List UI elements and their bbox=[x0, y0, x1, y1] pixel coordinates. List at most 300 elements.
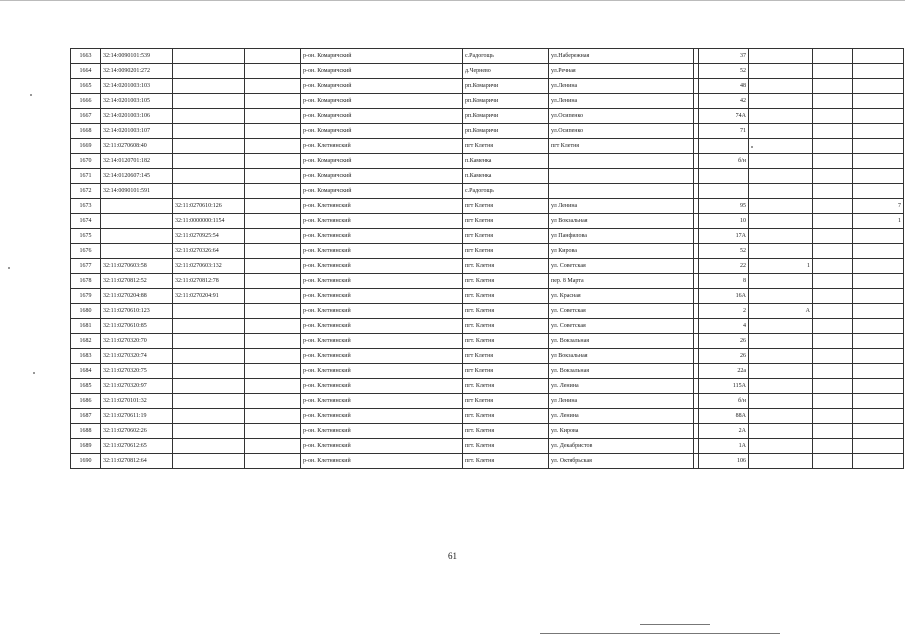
empty-cell bbox=[813, 124, 853, 139]
extra-cell: А bbox=[749, 304, 813, 319]
cadastral-number-alt-cell bbox=[173, 394, 245, 409]
locality-cell: пгт Клетня bbox=[463, 244, 549, 259]
table-row bbox=[71, 214, 904, 229]
street-cell: ул Ленина bbox=[549, 394, 694, 409]
street-cell bbox=[549, 184, 694, 199]
extra-cell bbox=[853, 184, 904, 199]
cadastral-number-cell: 32:11:0270320:70 bbox=[101, 334, 173, 349]
street-cell: ул Кирова bbox=[549, 244, 694, 259]
locality-cell: с.Радогощь bbox=[463, 184, 549, 199]
extra-cell bbox=[749, 454, 813, 469]
empty-cell bbox=[245, 94, 301, 109]
table-row bbox=[71, 124, 904, 139]
house-number-cell bbox=[699, 169, 749, 184]
district-cell: р-он. Клетнянский bbox=[301, 424, 463, 439]
cadastral-number-cell: 32:14:0120607:145 bbox=[101, 169, 173, 184]
extra-cell bbox=[749, 214, 813, 229]
table-row bbox=[71, 244, 904, 259]
row-number-cell: 1673 bbox=[71, 199, 101, 214]
row-number-cell: 1664 bbox=[71, 64, 101, 79]
street-cell: ул Вокзальная bbox=[549, 349, 694, 364]
cadastral-number-alt-cell: 32:11:0270326:64 bbox=[173, 244, 245, 259]
row-number-cell: 1682 bbox=[71, 334, 101, 349]
table-row bbox=[71, 229, 904, 244]
row-number-cell: 1690 bbox=[71, 454, 101, 469]
locality-cell: рп.Комаричи bbox=[463, 94, 549, 109]
extra-cell bbox=[853, 79, 904, 94]
empty-cell bbox=[813, 454, 853, 469]
extra-cell bbox=[749, 274, 813, 289]
cadastral-number-alt-cell: 32:11:0270812:78 bbox=[173, 274, 245, 289]
row-number-cell: 1668 bbox=[71, 124, 101, 139]
street-cell bbox=[549, 154, 694, 169]
locality-cell: пгт Клетня bbox=[463, 199, 549, 214]
house-number-cell: 26 bbox=[699, 334, 749, 349]
extra-cell bbox=[749, 424, 813, 439]
cadastral-number-cell: 32:14:0201003:107 bbox=[101, 124, 173, 139]
extra-cell bbox=[853, 424, 904, 439]
row-number-cell: 1689 bbox=[71, 439, 101, 454]
extra-cell bbox=[853, 289, 904, 304]
row-number-cell: 1663 bbox=[71, 49, 101, 64]
cadastral-number-cell bbox=[101, 229, 173, 244]
row-number-cell: 1681 bbox=[71, 319, 101, 334]
empty-cell bbox=[245, 139, 301, 154]
register-table bbox=[70, 48, 904, 469]
register-table-body bbox=[71, 49, 904, 469]
house-number-cell: 4 bbox=[699, 319, 749, 334]
empty-cell bbox=[245, 79, 301, 94]
extra-cell bbox=[853, 349, 904, 364]
empty-cell bbox=[245, 319, 301, 334]
cadastral-number-alt-cell bbox=[173, 64, 245, 79]
cadastral-number-alt-cell: 32:11:0270925:54 bbox=[173, 229, 245, 244]
locality-cell: с.Радогощь bbox=[463, 49, 549, 64]
cadastral-number-alt-cell bbox=[173, 454, 245, 469]
extra-cell bbox=[749, 409, 813, 424]
extra-cell bbox=[749, 379, 813, 394]
locality-cell: пгт. Клетня bbox=[463, 259, 549, 274]
empty-cell bbox=[245, 124, 301, 139]
street-cell: ул. Октябрьская bbox=[549, 454, 694, 469]
table-row bbox=[71, 379, 904, 394]
street-cell: ул.Осипенко bbox=[549, 124, 694, 139]
empty-cell bbox=[245, 64, 301, 79]
locality-cell: рп.Комаричи bbox=[463, 124, 549, 139]
empty-cell bbox=[813, 244, 853, 259]
extra-cell: 1 bbox=[749, 259, 813, 274]
table-row bbox=[71, 304, 904, 319]
extra-cell bbox=[853, 409, 904, 424]
cadastral-number-cell: 32:14:0201003:105 bbox=[101, 94, 173, 109]
cadastral-number-alt-cell bbox=[173, 319, 245, 334]
extra-cell bbox=[749, 64, 813, 79]
house-number-cell: 48 bbox=[699, 79, 749, 94]
cadastral-number-cell: 32:11:0270608:40 bbox=[101, 139, 173, 154]
empty-cell bbox=[245, 364, 301, 379]
locality-cell: рп.Комаричи bbox=[463, 79, 549, 94]
house-number-cell: 95 bbox=[699, 199, 749, 214]
district-cell: р-он. Комаричский bbox=[301, 49, 463, 64]
street-cell: ул. Ленина bbox=[549, 409, 694, 424]
empty-cell bbox=[245, 334, 301, 349]
table-row bbox=[71, 394, 904, 409]
empty-cell bbox=[813, 304, 853, 319]
empty-cell bbox=[245, 169, 301, 184]
table-row bbox=[71, 439, 904, 454]
empty-cell bbox=[813, 409, 853, 424]
empty-cell bbox=[813, 79, 853, 94]
extra-cell bbox=[749, 79, 813, 94]
cadastral-number-cell bbox=[101, 244, 173, 259]
locality-cell: рп.Комаричи bbox=[463, 109, 549, 124]
street-cell: ул.Ленина bbox=[549, 94, 694, 109]
extra-cell bbox=[853, 124, 904, 139]
cadastral-number-cell: 32:14:0201003:106 bbox=[101, 109, 173, 124]
empty-cell bbox=[813, 229, 853, 244]
extra-cell bbox=[749, 319, 813, 334]
street-cell: ул.Ленина bbox=[549, 79, 694, 94]
empty-cell bbox=[245, 349, 301, 364]
house-number-cell bbox=[699, 184, 749, 199]
extra-cell bbox=[749, 439, 813, 454]
cadastral-number-cell: 32:14:0201003:103 bbox=[101, 79, 173, 94]
locality-cell: пгт. Клетня bbox=[463, 439, 549, 454]
extra-cell bbox=[853, 439, 904, 454]
extra-cell bbox=[749, 394, 813, 409]
cadastral-number-alt-cell bbox=[173, 139, 245, 154]
table-row bbox=[71, 154, 904, 169]
district-cell: р-он. Комаричский bbox=[301, 154, 463, 169]
cadastral-number-alt-cell bbox=[173, 424, 245, 439]
street-cell: ул. Вокзальная bbox=[549, 334, 694, 349]
locality-cell: пгт. Клетня bbox=[463, 409, 549, 424]
extra-cell bbox=[853, 319, 904, 334]
empty-cell bbox=[245, 304, 301, 319]
house-number-cell: 71 bbox=[699, 124, 749, 139]
house-number-cell: 74А bbox=[699, 109, 749, 124]
locality-cell: пгт Клетня bbox=[463, 229, 549, 244]
cadastral-number-alt-cell bbox=[173, 364, 245, 379]
row-number-cell: 1687 bbox=[71, 409, 101, 424]
row-number-cell: 1678 bbox=[71, 274, 101, 289]
street-cell: ул. Декабристов bbox=[549, 439, 694, 454]
cadastral-number-cell: 32:14:0090101:539 bbox=[101, 49, 173, 64]
locality-cell: пгт. Клетня bbox=[463, 274, 549, 289]
cadastral-number-cell: 32:11:0270101:32 bbox=[101, 394, 173, 409]
scan-speck bbox=[33, 372, 35, 374]
house-number-cell: 16А bbox=[699, 289, 749, 304]
cadastral-number-cell: 32:11:0270320:74 bbox=[101, 349, 173, 364]
empty-cell bbox=[245, 454, 301, 469]
street-cell: ул.Речная bbox=[549, 64, 694, 79]
table-row bbox=[71, 289, 904, 304]
table-row bbox=[71, 199, 904, 214]
district-cell: р-он. Клетнянский bbox=[301, 259, 463, 274]
table-row bbox=[71, 334, 904, 349]
cadastral-number-cell: 32:11:0270612:65 bbox=[101, 439, 173, 454]
extra-cell bbox=[853, 229, 904, 244]
extra-cell: 1 bbox=[853, 214, 904, 229]
cadastral-number-alt-cell bbox=[173, 109, 245, 124]
district-cell: р-он. Клетнянский bbox=[301, 409, 463, 424]
extra-cell bbox=[749, 349, 813, 364]
house-number-cell: 8 bbox=[699, 274, 749, 289]
locality-cell: пгт. Клетня bbox=[463, 319, 549, 334]
cadastral-number-alt-cell bbox=[173, 184, 245, 199]
cadastral-number-alt-cell: 32:11:0270603:132 bbox=[173, 259, 245, 274]
cadastral-number-cell: 32:11:0270610:123 bbox=[101, 304, 173, 319]
street-cell: ул. Вокзальная bbox=[549, 364, 694, 379]
table-row bbox=[71, 169, 904, 184]
district-cell: р-он. Клетнянский bbox=[301, 394, 463, 409]
row-number-cell: 1666 bbox=[71, 94, 101, 109]
extra-cell bbox=[749, 109, 813, 124]
empty-cell bbox=[813, 364, 853, 379]
empty-cell bbox=[245, 439, 301, 454]
extra-cell bbox=[749, 169, 813, 184]
row-number-cell: 1684 bbox=[71, 364, 101, 379]
empty-cell bbox=[813, 334, 853, 349]
empty-cell bbox=[813, 424, 853, 439]
row-number-cell: 1667 bbox=[71, 109, 101, 124]
empty-cell bbox=[245, 424, 301, 439]
row-number-cell: 1677 bbox=[71, 259, 101, 274]
cadastral-number-alt-cell bbox=[173, 439, 245, 454]
district-cell: р-он. Комаричский bbox=[301, 124, 463, 139]
house-number-cell: 42 bbox=[699, 94, 749, 109]
extra-cell bbox=[853, 169, 904, 184]
house-number-cell: 22а bbox=[699, 364, 749, 379]
row-number-cell: 1672 bbox=[71, 184, 101, 199]
district-cell: р-он. Клетнянский bbox=[301, 199, 463, 214]
cadastral-number-alt-cell bbox=[173, 409, 245, 424]
locality-cell: пгт Клетня bbox=[463, 214, 549, 229]
house-number-cell: 115А bbox=[699, 379, 749, 394]
cadastral-number-alt-cell bbox=[173, 49, 245, 64]
scan-artifact-line bbox=[540, 633, 780, 634]
scan-speck bbox=[8, 267, 10, 269]
cadastral-number-cell: 32:11:0270602:26 bbox=[101, 424, 173, 439]
table-row bbox=[71, 139, 904, 154]
street-cell: ул. Советская bbox=[549, 304, 694, 319]
table-row bbox=[71, 79, 904, 94]
empty-cell bbox=[813, 274, 853, 289]
cadastral-number-alt-cell bbox=[173, 349, 245, 364]
district-cell: р-он. Клетнянский bbox=[301, 349, 463, 364]
table-row bbox=[71, 64, 904, 79]
row-number-cell: 1686 bbox=[71, 394, 101, 409]
extra-cell bbox=[749, 94, 813, 109]
extra-cell: 7 bbox=[853, 199, 904, 214]
table-row bbox=[71, 319, 904, 334]
locality-cell: пгт Клетня bbox=[463, 349, 549, 364]
scan-edge-line bbox=[0, 0, 905, 1]
scan-speck bbox=[751, 146, 753, 148]
scan-speck bbox=[30, 94, 32, 96]
cadastral-number-cell: 32:14:0090101:591 bbox=[101, 184, 173, 199]
empty-cell bbox=[813, 109, 853, 124]
table-row bbox=[71, 94, 904, 109]
empty-cell bbox=[245, 289, 301, 304]
street-cell: ул Ленина bbox=[549, 199, 694, 214]
empty-cell bbox=[245, 49, 301, 64]
empty-cell bbox=[245, 214, 301, 229]
extra-cell bbox=[853, 49, 904, 64]
locality-cell: пгт. Клетня bbox=[463, 454, 549, 469]
empty-cell bbox=[813, 319, 853, 334]
district-cell: р-он. Клетнянский bbox=[301, 364, 463, 379]
cadastral-number-cell: 32:11:0270320:75 bbox=[101, 364, 173, 379]
locality-cell: д.Чернево bbox=[463, 64, 549, 79]
extra-cell bbox=[853, 274, 904, 289]
locality-cell: пгт Клетня bbox=[463, 364, 549, 379]
district-cell: р-он. Комаричский bbox=[301, 79, 463, 94]
empty-cell bbox=[813, 169, 853, 184]
locality-cell: п.Каменка bbox=[463, 154, 549, 169]
extra-cell bbox=[749, 364, 813, 379]
table-row bbox=[71, 184, 904, 199]
street-cell: ул Панфилова bbox=[549, 229, 694, 244]
row-number-cell: 1685 bbox=[71, 379, 101, 394]
empty-cell bbox=[813, 259, 853, 274]
locality-cell: пгт. Клетня bbox=[463, 304, 549, 319]
street-cell: ул. Кирова bbox=[549, 424, 694, 439]
extra-cell bbox=[749, 184, 813, 199]
extra-cell bbox=[853, 394, 904, 409]
district-cell: р-он. Клетнянский bbox=[301, 214, 463, 229]
extra-cell bbox=[853, 364, 904, 379]
cadastral-number-cell bbox=[101, 199, 173, 214]
extra-cell bbox=[853, 109, 904, 124]
locality-cell: пгт. Клетня bbox=[463, 334, 549, 349]
house-number-cell: 17А bbox=[699, 229, 749, 244]
extra-cell bbox=[749, 289, 813, 304]
cadastral-number-alt-cell bbox=[173, 154, 245, 169]
cadastral-number-cell: 32:11:0270812:64 bbox=[101, 454, 173, 469]
cadastral-number-cell: 32:11:0270603:58 bbox=[101, 259, 173, 274]
table-row bbox=[71, 49, 904, 64]
house-number-cell: 88А bbox=[699, 409, 749, 424]
extra-cell bbox=[853, 64, 904, 79]
row-number-cell: 1670 bbox=[71, 154, 101, 169]
house-number-cell: 2 bbox=[699, 304, 749, 319]
house-number-cell: 10 bbox=[699, 214, 749, 229]
empty-cell bbox=[813, 289, 853, 304]
street-cell: ул.Осипенко bbox=[549, 109, 694, 124]
district-cell: р-он. Клетнянский bbox=[301, 139, 463, 154]
row-number-cell: 1680 bbox=[71, 304, 101, 319]
cadastral-number-alt-cell bbox=[173, 334, 245, 349]
street-cell: ул. Советская bbox=[549, 319, 694, 334]
table-row bbox=[71, 424, 904, 439]
cadastral-number-alt-cell bbox=[173, 79, 245, 94]
extra-cell bbox=[749, 154, 813, 169]
house-number-cell: 52 bbox=[699, 64, 749, 79]
district-cell: р-он. Клетнянский bbox=[301, 439, 463, 454]
empty-cell bbox=[245, 229, 301, 244]
cadastral-number-cell: 32:11:0270611:19 bbox=[101, 409, 173, 424]
locality-cell: пгт. Клетня bbox=[463, 379, 549, 394]
empty-cell bbox=[813, 49, 853, 64]
extra-cell bbox=[853, 379, 904, 394]
row-number-cell: 1676 bbox=[71, 244, 101, 259]
cadastral-number-cell: 32:11:0270320:97 bbox=[101, 379, 173, 394]
cadastral-number-alt-cell: 32:11:0000000:1154 bbox=[173, 214, 245, 229]
street-cell: пгт Клетня bbox=[549, 139, 694, 154]
extra-cell bbox=[749, 229, 813, 244]
empty-cell bbox=[813, 94, 853, 109]
house-number-cell bbox=[699, 139, 749, 154]
cadastral-number-cell: 32:11:0270610:85 bbox=[101, 319, 173, 334]
scan-artifact-line bbox=[640, 624, 710, 625]
house-number-cell: б/н bbox=[699, 394, 749, 409]
extra-cell bbox=[749, 139, 813, 154]
page-number: 61 bbox=[448, 551, 457, 561]
empty-cell bbox=[245, 244, 301, 259]
extra-cell bbox=[749, 334, 813, 349]
empty-cell bbox=[813, 349, 853, 364]
empty-cell bbox=[813, 154, 853, 169]
locality-cell: п.Каменка bbox=[463, 169, 549, 184]
district-cell: р-он. Комаричский bbox=[301, 169, 463, 184]
cadastral-number-cell: 32:11:0270204:88 bbox=[101, 289, 173, 304]
cadastral-number-alt-cell bbox=[173, 124, 245, 139]
extra-cell bbox=[749, 124, 813, 139]
district-cell: р-он. Комаричский bbox=[301, 109, 463, 124]
district-cell: р-он. Клетнянский bbox=[301, 274, 463, 289]
table-row bbox=[71, 454, 904, 469]
empty-cell bbox=[245, 409, 301, 424]
locality-cell: пгт Клетня bbox=[463, 139, 549, 154]
cadastral-number-alt-cell: 32:11:0270204:91 bbox=[173, 289, 245, 304]
empty-cell bbox=[245, 379, 301, 394]
locality-cell: пгт. Клетня bbox=[463, 289, 549, 304]
street-cell: ул. Советская bbox=[549, 259, 694, 274]
district-cell: р-он. Клетнянский bbox=[301, 379, 463, 394]
locality-cell: пгт Клетня bbox=[463, 394, 549, 409]
empty-cell bbox=[813, 439, 853, 454]
empty-cell bbox=[813, 379, 853, 394]
empty-cell bbox=[813, 64, 853, 79]
table-row bbox=[71, 364, 904, 379]
cadastral-number-alt-cell bbox=[173, 304, 245, 319]
street-cell: ул. Ленина bbox=[549, 379, 694, 394]
extra-cell bbox=[853, 154, 904, 169]
extra-cell bbox=[853, 94, 904, 109]
extra-cell bbox=[749, 49, 813, 64]
cadastral-number-cell bbox=[101, 214, 173, 229]
row-number-cell: 1669 bbox=[71, 139, 101, 154]
table-row bbox=[71, 274, 904, 289]
empty-cell bbox=[245, 109, 301, 124]
street-cell bbox=[549, 169, 694, 184]
row-number-cell: 1675 bbox=[71, 229, 101, 244]
house-number-cell: 22 bbox=[699, 259, 749, 274]
street-cell: пер. 8 Марта bbox=[549, 274, 694, 289]
empty-cell bbox=[245, 199, 301, 214]
empty-cell bbox=[245, 394, 301, 409]
row-number-cell: 1679 bbox=[71, 289, 101, 304]
empty-cell bbox=[813, 199, 853, 214]
extra-cell bbox=[853, 304, 904, 319]
extra-cell bbox=[853, 454, 904, 469]
extra-cell bbox=[749, 199, 813, 214]
district-cell: р-он. Клетнянский bbox=[301, 319, 463, 334]
cadastral-number-cell: 32:11:0270812:52 bbox=[101, 274, 173, 289]
house-number-cell: 1А bbox=[699, 439, 749, 454]
street-cell: ул.Набережная bbox=[549, 49, 694, 64]
